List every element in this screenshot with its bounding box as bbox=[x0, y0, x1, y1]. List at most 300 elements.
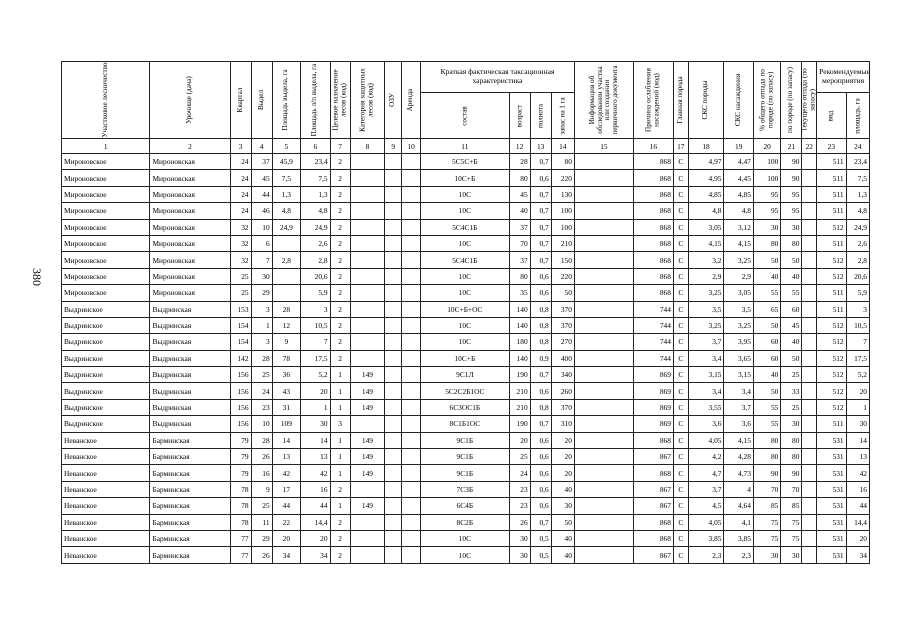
table-cell: 868 bbox=[633, 465, 673, 481]
table-cell bbox=[350, 252, 385, 268]
table-cell bbox=[574, 170, 633, 186]
header-age: возраст bbox=[509, 93, 530, 139]
table-cell: 3,55 bbox=[688, 399, 724, 415]
table-cell: 17,5 bbox=[846, 350, 869, 366]
table-cell: 10С bbox=[421, 285, 509, 301]
table-cell: 24 bbox=[230, 170, 251, 186]
table-cell bbox=[385, 203, 402, 219]
table-cell: 24 bbox=[230, 154, 251, 170]
table-cell: 4,15 bbox=[688, 235, 724, 251]
table-cell: 78 bbox=[230, 481, 251, 497]
table-cell bbox=[574, 399, 633, 415]
table-cell bbox=[402, 465, 421, 481]
table-cell: 25 bbox=[781, 367, 802, 383]
table-cell: Мироновское bbox=[62, 285, 150, 301]
table-cell: С bbox=[673, 203, 688, 219]
table-cell bbox=[385, 465, 402, 481]
table-cell: 24 bbox=[230, 186, 251, 202]
table-cell: 2 bbox=[330, 154, 350, 170]
table-cell: 24,9 bbox=[846, 219, 869, 235]
table-cell: 3,5 bbox=[724, 301, 753, 317]
table-cell: С bbox=[673, 481, 688, 497]
table-cell: Неванское bbox=[62, 465, 150, 481]
column-number: 3 bbox=[230, 139, 251, 154]
table-cell: 2 bbox=[330, 186, 350, 202]
header-weakening-cause: Причина ослабления насаждений (код) bbox=[633, 62, 673, 139]
table-row bbox=[62, 514, 870, 530]
table-cell: Мироновская bbox=[150, 219, 230, 235]
table-cell: Мироновская bbox=[150, 285, 230, 301]
table-row bbox=[62, 285, 870, 301]
table-cell: 109 bbox=[272, 416, 300, 432]
table-cell: С bbox=[673, 350, 688, 366]
table-cell: 79 bbox=[230, 449, 251, 465]
table-cell: 531 bbox=[817, 465, 846, 481]
column-number: 17 bbox=[673, 139, 688, 154]
table-cell: 80 bbox=[509, 268, 530, 284]
table-cell: 75 bbox=[753, 514, 780, 530]
table-cell: 370 bbox=[551, 301, 574, 317]
header-protect-category: Категория защитных лесов (код) bbox=[350, 62, 385, 139]
column-number: 19 bbox=[724, 139, 753, 154]
table-cell: 40 bbox=[781, 334, 802, 350]
table-cell: 77 bbox=[230, 530, 251, 546]
table-cell: 3,85 bbox=[688, 530, 724, 546]
table-cell: С bbox=[673, 449, 688, 465]
table-cell: 2 bbox=[330, 301, 350, 317]
table-cell: 3,4 bbox=[724, 383, 753, 399]
table-cell bbox=[402, 334, 421, 350]
table-cell: 4,97 bbox=[688, 154, 724, 170]
table-cell: 4,8 bbox=[846, 203, 869, 219]
table-cell: 80 bbox=[781, 449, 802, 465]
table-cell: 3,25 bbox=[724, 317, 753, 333]
column-number: 9 bbox=[385, 139, 402, 154]
table-cell: 11 bbox=[251, 514, 272, 530]
table-cell: 9С1Б bbox=[421, 449, 509, 465]
table-cell: 0,7 bbox=[530, 219, 551, 235]
table-cell: 0,7 bbox=[530, 252, 551, 268]
table-cell: 55 bbox=[753, 399, 780, 415]
table-cell: Барминская bbox=[150, 514, 230, 530]
table-cell: 10С bbox=[421, 530, 509, 546]
table-cell: 37 bbox=[509, 219, 530, 235]
table-cell bbox=[802, 252, 817, 268]
table-cell: 0,6 bbox=[530, 383, 551, 399]
table-cell: Неванское bbox=[62, 481, 150, 497]
table-cell: 3,25 bbox=[688, 317, 724, 333]
table-row bbox=[62, 252, 870, 268]
table-cell: 10С+Б bbox=[421, 350, 509, 366]
table-cell: 10С bbox=[421, 334, 509, 350]
table-cell: 4,05 bbox=[688, 514, 724, 530]
table-cell: 531 bbox=[817, 547, 846, 563]
table-cell bbox=[574, 465, 633, 481]
table-cell: 34 bbox=[846, 547, 869, 563]
table-cell: 1 bbox=[330, 432, 350, 448]
table-cell: 2 bbox=[330, 252, 350, 268]
table-cell: 4,05 bbox=[688, 432, 724, 448]
table-cell bbox=[574, 547, 633, 563]
table-cell bbox=[385, 530, 402, 546]
table-cell: 511 bbox=[817, 170, 846, 186]
table-cell: 20 bbox=[301, 383, 330, 399]
table-cell: Мироновское bbox=[62, 170, 150, 186]
table-cell bbox=[350, 285, 385, 301]
table-row bbox=[62, 154, 870, 170]
table-cell: 46 bbox=[251, 203, 272, 219]
table-cell: 55 bbox=[753, 416, 780, 432]
table-cell: 4,8 bbox=[272, 203, 300, 219]
table-cell: 220 bbox=[551, 170, 574, 186]
table-cell: 10С bbox=[421, 268, 509, 284]
table-cell: Мироновская bbox=[150, 170, 230, 186]
column-number: 15 bbox=[574, 139, 633, 154]
table-cell bbox=[402, 530, 421, 546]
table-cell: 149 bbox=[350, 383, 385, 399]
table-cell bbox=[402, 252, 421, 268]
table-cell: Выдринская bbox=[150, 334, 230, 350]
table-cell: 149 bbox=[350, 399, 385, 415]
table-row bbox=[62, 235, 870, 251]
table-cell: 4,5 bbox=[688, 498, 724, 514]
table-cell: 511 bbox=[817, 235, 846, 251]
table-cell: 0,6 bbox=[530, 432, 551, 448]
table-cell: 29 bbox=[251, 285, 272, 301]
table-cell: 9 bbox=[251, 481, 272, 497]
table-cell: 868 bbox=[633, 170, 673, 186]
table-cell: 5,9 bbox=[846, 285, 869, 301]
table-cell: 10С bbox=[421, 186, 509, 202]
table-cell bbox=[802, 530, 817, 546]
table-cell: 44 bbox=[272, 498, 300, 514]
table-cell: 40 bbox=[753, 367, 780, 383]
table-cell: 531 bbox=[817, 432, 846, 448]
table-cell: С bbox=[673, 514, 688, 530]
table-cell: С bbox=[673, 432, 688, 448]
table-cell: 20 bbox=[509, 432, 530, 448]
table-cell: 869 bbox=[633, 399, 673, 415]
table-cell bbox=[574, 186, 633, 202]
table-cell: 95 bbox=[753, 203, 780, 219]
table-cell bbox=[802, 154, 817, 170]
table-cell bbox=[402, 285, 421, 301]
table-cell bbox=[402, 350, 421, 366]
table-cell bbox=[385, 449, 402, 465]
table-cell: 0,6 bbox=[530, 498, 551, 514]
table-cell: Барминская bbox=[150, 465, 230, 481]
table-cell: 100 bbox=[551, 219, 574, 235]
table-cell: Барминская bbox=[150, 481, 230, 497]
table-cell: Мироновское bbox=[62, 154, 150, 170]
table-cell: 10 bbox=[251, 219, 272, 235]
table-row bbox=[62, 203, 870, 219]
table-cell: 7С3Б bbox=[421, 481, 509, 497]
table-cell: 1,3 bbox=[301, 186, 330, 202]
table-cell: 2 bbox=[330, 235, 350, 251]
table-cell bbox=[574, 416, 633, 432]
table-cell: 511 bbox=[817, 301, 846, 317]
table-cell bbox=[350, 350, 385, 366]
table-row bbox=[62, 547, 870, 563]
table-cell: 30 bbox=[781, 416, 802, 432]
table-cell: Барминская bbox=[150, 547, 230, 563]
table-cell: 13 bbox=[272, 449, 300, 465]
table-cell: 744 bbox=[633, 350, 673, 366]
table-cell: 37 bbox=[509, 252, 530, 268]
table-cell: 28 bbox=[251, 350, 272, 366]
table-cell bbox=[402, 154, 421, 170]
header-row-main bbox=[62, 62, 870, 93]
table-cell: Выдринское bbox=[62, 399, 150, 415]
table-cell: 65 bbox=[753, 301, 780, 317]
table-cell: Выдринское bbox=[62, 301, 150, 317]
header-dieback-stand: по породе (по запасу) bbox=[781, 62, 802, 139]
table-cell: 511 bbox=[817, 416, 846, 432]
table-cell: 7,5 bbox=[272, 170, 300, 186]
table-cell: Выдринская bbox=[150, 317, 230, 333]
table-cell bbox=[385, 481, 402, 497]
table-cell: 23,4 bbox=[846, 154, 869, 170]
table-cell: 60 bbox=[753, 334, 780, 350]
table-cell: 30 bbox=[551, 498, 574, 514]
table-row bbox=[62, 367, 870, 383]
table-cell: 3,4 bbox=[688, 350, 724, 366]
table-cell: 50 bbox=[753, 383, 780, 399]
table-cell: 3 bbox=[846, 301, 869, 317]
table-cell: 20 bbox=[551, 449, 574, 465]
table-cell bbox=[350, 154, 385, 170]
table-cell: 31 bbox=[272, 399, 300, 415]
table-cell: 868 bbox=[633, 530, 673, 546]
table-cell: Барминская bbox=[150, 530, 230, 546]
header-quarter: Квартал bbox=[230, 62, 251, 139]
table-cell: Мироновское bbox=[62, 219, 150, 235]
table-cell bbox=[802, 350, 817, 366]
table-cell: 2 bbox=[330, 530, 350, 546]
table-cell: С bbox=[673, 186, 688, 202]
table-cell: 44 bbox=[301, 498, 330, 514]
table-cell bbox=[350, 481, 385, 497]
table-cell: 60 bbox=[781, 301, 802, 317]
header-dominant-species: Главная порода bbox=[673, 62, 688, 139]
table-cell: 3,5 bbox=[688, 301, 724, 317]
table-cell: 2 bbox=[330, 514, 350, 530]
table-cell: 140 bbox=[509, 317, 530, 333]
table-cell: 4,2 bbox=[688, 449, 724, 465]
table-cell: 40 bbox=[551, 530, 574, 546]
header-purpose: Целевое назначение лесов (код) bbox=[330, 62, 350, 139]
table-cell: 2,3 bbox=[688, 547, 724, 563]
table-cell: 50 bbox=[551, 285, 574, 301]
header-area-cutting: Площадь л/п выдела, га bbox=[301, 62, 330, 139]
table-cell bbox=[350, 530, 385, 546]
table-cell: 24 bbox=[251, 383, 272, 399]
table-cell: Барминская bbox=[150, 498, 230, 514]
table-cell bbox=[402, 186, 421, 202]
table-cell: 33 bbox=[781, 383, 802, 399]
table-cell: С bbox=[673, 465, 688, 481]
table-cell: 5С2С2Б1ОС bbox=[421, 383, 509, 399]
table-cell bbox=[802, 498, 817, 514]
table-cell: 156 bbox=[230, 383, 251, 399]
column-number: 13 bbox=[530, 139, 551, 154]
column-number: 5 bbox=[272, 139, 300, 154]
header-density: полнота bbox=[530, 93, 551, 139]
table-cell: 512 bbox=[817, 252, 846, 268]
table-cell bbox=[402, 399, 421, 415]
table-cell: 90 bbox=[781, 170, 802, 186]
table-cell: 2 bbox=[330, 170, 350, 186]
table-cell: 9С1Б bbox=[421, 465, 509, 481]
table-cell: 4,1 bbox=[724, 514, 753, 530]
header-rec-type: вид bbox=[817, 93, 846, 139]
table-cell: Мироновское bbox=[62, 252, 150, 268]
table-cell bbox=[272, 268, 300, 284]
table-cell bbox=[574, 285, 633, 301]
table-cell bbox=[402, 432, 421, 448]
table-cell bbox=[574, 334, 633, 350]
table-cell bbox=[350, 317, 385, 333]
table-cell: 10С+Б+ОС bbox=[421, 301, 509, 317]
table-cell: 2,8 bbox=[846, 252, 869, 268]
table-cell: 20,6 bbox=[846, 268, 869, 284]
table-cell: 867 bbox=[633, 481, 673, 497]
table-row bbox=[62, 465, 870, 481]
table-cell: 78 bbox=[272, 350, 300, 366]
header-allotment: Выдел bbox=[251, 62, 272, 139]
table-cell: 7 bbox=[251, 252, 272, 268]
table-cell: 13 bbox=[301, 449, 330, 465]
column-number: 20 bbox=[753, 139, 780, 154]
table-cell: 6 bbox=[251, 235, 272, 251]
table-cell bbox=[272, 285, 300, 301]
table-cell: Выдринская bbox=[150, 416, 230, 432]
table-cell: 0,7 bbox=[530, 416, 551, 432]
table-cell: С bbox=[673, 416, 688, 432]
table-cell bbox=[350, 301, 385, 317]
table-cell bbox=[574, 154, 633, 170]
table-cell: 70 bbox=[781, 481, 802, 497]
table-cell: 50 bbox=[781, 350, 802, 366]
table-cell: 25 bbox=[251, 498, 272, 514]
table-cell: 2,3 bbox=[724, 547, 753, 563]
table-cell bbox=[385, 317, 402, 333]
table-cell bbox=[385, 514, 402, 530]
table-cell: Неванское bbox=[62, 449, 150, 465]
table-cell: 55 bbox=[781, 285, 802, 301]
table-cell: 868 bbox=[633, 186, 673, 202]
table-cell: 4,8 bbox=[724, 203, 753, 219]
table-cell: 0,9 bbox=[530, 350, 551, 366]
column-number: 4 bbox=[251, 139, 272, 154]
table-cell bbox=[385, 268, 402, 284]
table-cell: 0,6 bbox=[530, 285, 551, 301]
table-cell: 3 bbox=[330, 416, 350, 432]
table-cell: 2 bbox=[330, 317, 350, 333]
table-cell bbox=[802, 416, 817, 432]
table-cell: 80 bbox=[753, 432, 780, 448]
table-cell: 744 bbox=[633, 334, 673, 350]
table-cell: Мироновская bbox=[150, 203, 230, 219]
table-cell: 4,28 bbox=[724, 449, 753, 465]
table-cell: 60 bbox=[753, 350, 780, 366]
table-cell: 370 bbox=[551, 317, 574, 333]
table-cell: 40 bbox=[753, 268, 780, 284]
table-cell bbox=[385, 285, 402, 301]
table-cell: 149 bbox=[350, 449, 385, 465]
table-cell: 4,85 bbox=[688, 186, 724, 202]
table-cell: 90 bbox=[781, 154, 802, 170]
table-cell: 16 bbox=[301, 481, 330, 497]
table-cell: 868 bbox=[633, 235, 673, 251]
table-cell: 511 bbox=[817, 186, 846, 202]
table-cell bbox=[574, 498, 633, 514]
table-cell: С bbox=[673, 301, 688, 317]
table-cell bbox=[802, 268, 817, 284]
table-cell: Выдринская bbox=[150, 383, 230, 399]
table-cell: 868 bbox=[633, 252, 673, 268]
table-cell: 3,15 bbox=[724, 367, 753, 383]
table-cell: 3,7 bbox=[688, 334, 724, 350]
table-cell bbox=[402, 514, 421, 530]
table-cell: 1 bbox=[251, 317, 272, 333]
table-row bbox=[62, 399, 870, 415]
table-row bbox=[62, 317, 870, 333]
table-cell bbox=[802, 449, 817, 465]
table-cell: 0,6 bbox=[530, 170, 551, 186]
column-number-row bbox=[62, 139, 870, 154]
table-cell: 869 bbox=[633, 383, 673, 399]
table-cell: 3,7 bbox=[724, 399, 753, 415]
table-cell: 40 bbox=[551, 547, 574, 563]
table-cell: 867 bbox=[633, 547, 673, 563]
table-cell: 156 bbox=[230, 416, 251, 432]
table-cell bbox=[385, 252, 402, 268]
table-cell: 5,2 bbox=[846, 367, 869, 383]
table-cell: 55 bbox=[753, 285, 780, 301]
table-cell: 25 bbox=[251, 367, 272, 383]
table-cell: 3 bbox=[251, 334, 272, 350]
table-cell: 210 bbox=[509, 399, 530, 415]
table-cell bbox=[402, 481, 421, 497]
table-cell: 0,7 bbox=[530, 367, 551, 383]
table-cell: 30 bbox=[753, 219, 780, 235]
table-cell: 140 bbox=[509, 350, 530, 366]
table-cell: 0,7 bbox=[530, 235, 551, 251]
table-cell bbox=[402, 317, 421, 333]
table-cell bbox=[385, 235, 402, 251]
table-cell: Мироновская bbox=[150, 235, 230, 251]
table-cell: 868 bbox=[633, 154, 673, 170]
table-cell bbox=[350, 514, 385, 530]
table-cell: 511 bbox=[817, 285, 846, 301]
table-cell: 867 bbox=[633, 498, 673, 514]
table-cell bbox=[574, 367, 633, 383]
table-cell: 531 bbox=[817, 514, 846, 530]
table-cell bbox=[574, 317, 633, 333]
table-cell bbox=[574, 449, 633, 465]
table-cell: 2,6 bbox=[846, 235, 869, 251]
table-cell: 100 bbox=[753, 170, 780, 186]
table-cell: 4,8 bbox=[301, 203, 330, 219]
table-cell: 20 bbox=[846, 530, 869, 546]
table-cell: 30 bbox=[509, 530, 530, 546]
table-cell: 5,9 bbox=[301, 285, 330, 301]
table-cell: 0,8 bbox=[530, 317, 551, 333]
table-cell: 400 bbox=[551, 350, 574, 366]
table-cell: 4,15 bbox=[724, 235, 753, 251]
